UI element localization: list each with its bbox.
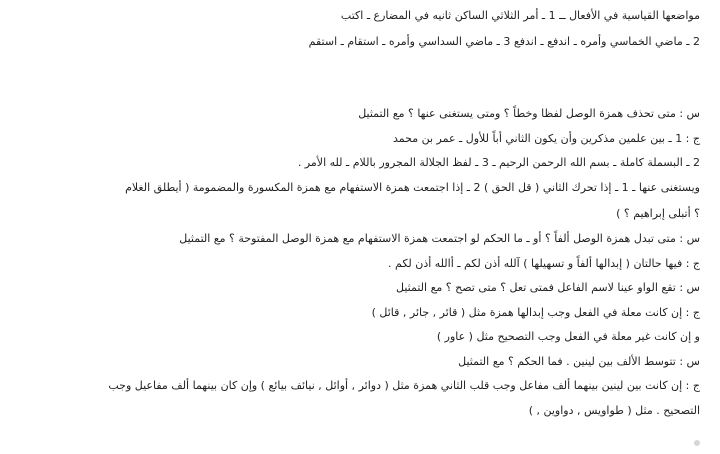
answer-line: ج : إن كانت بين لينين بينهما ألف مفاعل وجب قلب الثاني همزة مثل ( دوائر , أوائل , نيائف بيائع ) وإن كان بينهما ألف مفاعيل وجب xyxy=(108,379,700,392)
answer-line: ج : 1 ـ بين علمين مذكرين وأن يكون الثاني أباً للأول ـ عمر بن محمد xyxy=(392,132,700,145)
question-line: س : تتوسط الألف بين لينين . فما الحكم ؟ مع التمثيل xyxy=(458,355,700,368)
question-line: س : تقع الواو عينا لاسم الفاعل فمتى تعل ؟ متى تصح ؟ مع التمثيل xyxy=(396,281,700,294)
bullet-mark xyxy=(694,440,700,446)
text-line: و إن كانت غير معلة في الفعل وجب التصحيح مثل ( عاور ) xyxy=(436,330,700,343)
answer-line: ج : إن كانت معلة في الفعل وجب إبدالها همزة مثل ( قائر , جائر , قائل ) xyxy=(371,306,700,319)
text-line: التصحيح . مثل ( طواويس , دواوين , ) xyxy=(528,404,700,417)
text-line: ؟ أتبلى إبراهيم ؟ ) xyxy=(616,207,700,220)
text-line: 2 ـ ماضي الخماسي وأمره ـ اندفع ـ اندفع 3 ـ ماضي السداسي وأمره ـ استقام ـ استقم xyxy=(308,35,700,48)
text-line: 2 ـ البسملة كاملة ـ بسم الله الرحمن الرحيم ـ 3 ـ لفظ الجلالة المجرور باللام ـ لله الأمر . xyxy=(297,156,700,169)
question-line: س : متى تبدل همزة الوصل ألفاً ؟ أو ـ ما الحكم لو اجتمعت همزة الاستفهام مع همزة الوصل المفتوحة ؟ مع التمثيل xyxy=(179,232,700,245)
text-line: مواضعها القياسية في الأفعال ــ 1 ـ أمر الثلاثي الساكن ثانيه في المضارع ـ اكتب xyxy=(340,9,700,22)
question-line: س : متى تحذف همزة الوصل لفظا وخطاً ؟ ومتى يستغنى عنها ؟ مع التمثيل xyxy=(358,107,700,120)
answer-line: ج : فيها حالتان ( إبدالها ألفاً و تسهيلها ) آلله أذن لكم ـ أالله أذن لكم . xyxy=(388,257,700,270)
text-line: ويستغنى عنها ـ 1 ـ إذا تحرك الثاني ( قل الحق ) 2 ـ إذا اجتمعت همزة الاستفهام مع همزة المكسورة والمضمومة ( أيطلق الغلام xyxy=(125,181,700,194)
